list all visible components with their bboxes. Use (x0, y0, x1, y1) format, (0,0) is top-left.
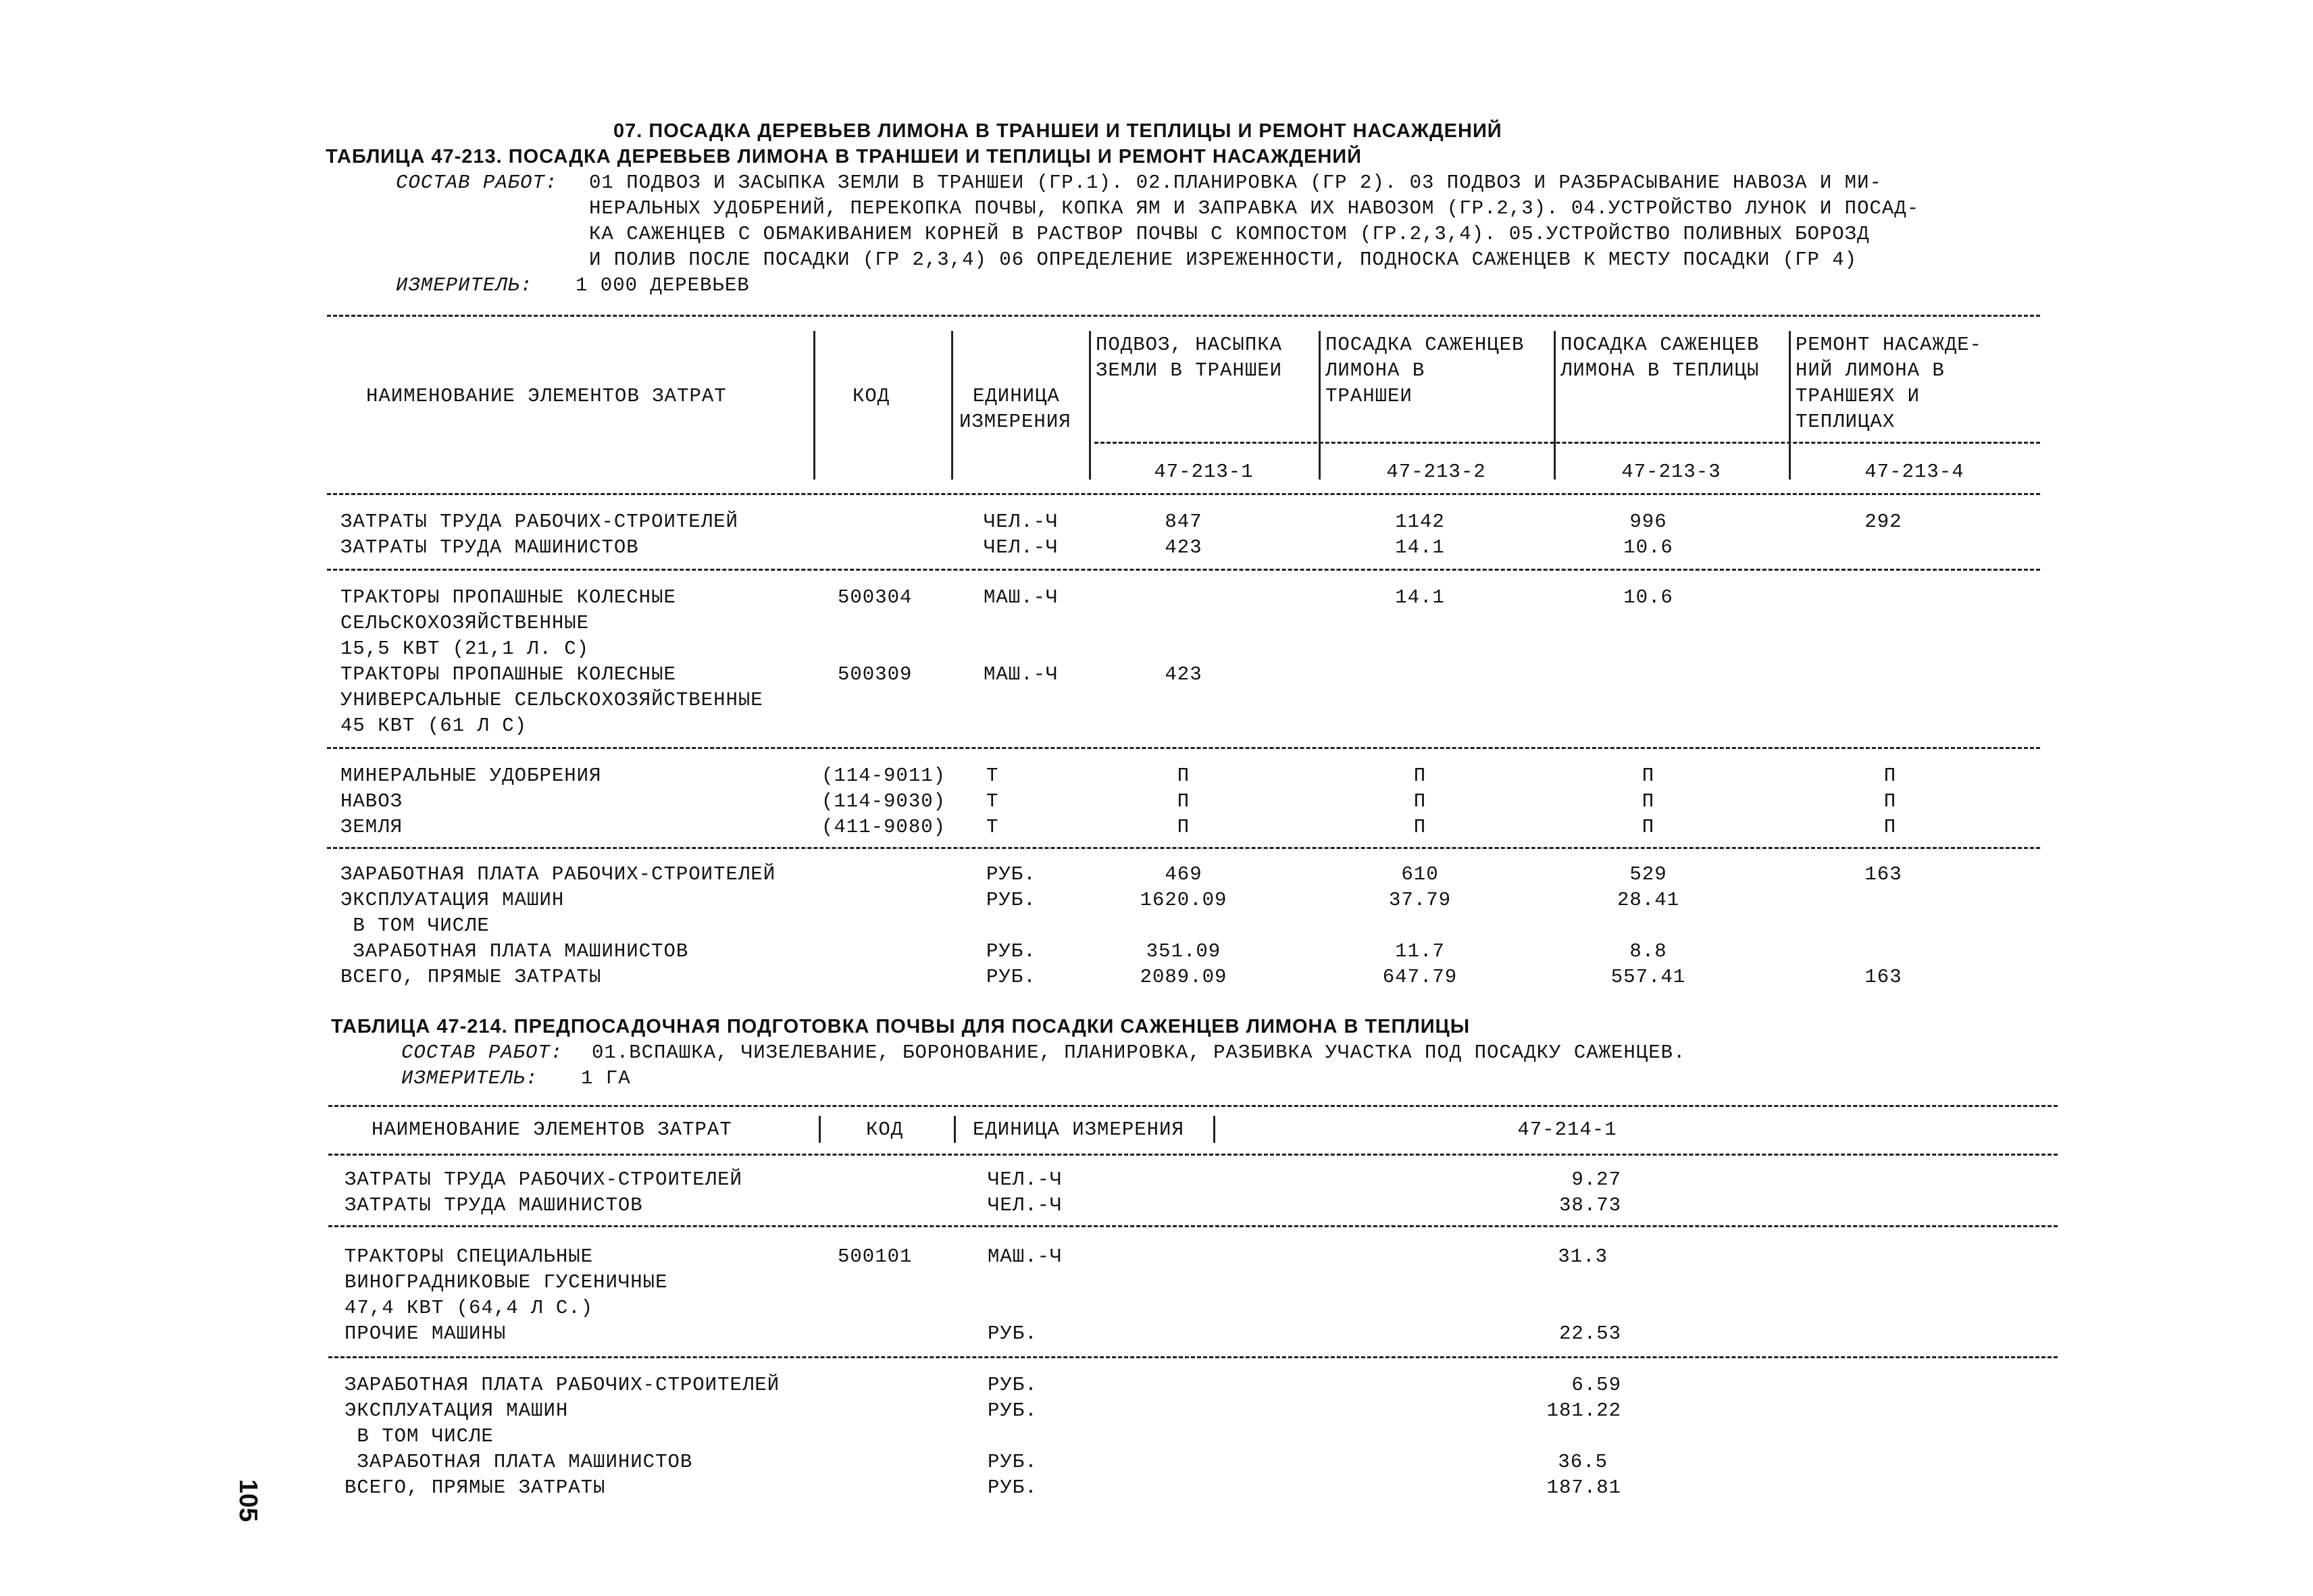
row-value: 423 (1165, 663, 1202, 686)
row-value: 996 (1629, 511, 1667, 533)
row-unit: РУБ. (986, 966, 1036, 988)
row-name: 45 КВТ (61 Л С) (340, 715, 528, 737)
table1-work-line: КА САЖЕНЦЕВ С ОБМАКИВАНИЕМ КОРНЕЙ В РАСТВОР ПОЧВЫ С КОМПОСТОМ (ГР.2,3,4). 05.УСТРОЙСТВО ПОЛИВНЫХ БОРОЗД (589, 223, 1870, 245)
rule (327, 315, 2040, 317)
header-unit: ЕДИНИЦА (973, 385, 1060, 407)
row-value: 2089.09 (1140, 966, 1227, 988)
row-name: ЗАТРАТЫ ТРУДА МАШИНИСТОВ (345, 1194, 643, 1216)
row-code: 500101 (838, 1245, 913, 1268)
row-name: ТРАКТОРЫ ПРОПАШНЫЕ КОЛЕСНЫЕ (340, 586, 676, 609)
table1-title: ТАБЛИЦА 47-213. ПОСАДКА ДЕРЕВЬЕВ ЛИМОНА В ТРАНШЕИ И ТЕПЛИЦЫ И РЕМОНТ НАСАЖДЕНИЙ (326, 146, 1362, 168)
header-code: КОД (866, 1118, 904, 1141)
table1-work-label: СОСТАВ РАБОТ: (396, 172, 558, 194)
row-name: ЗАТРАТЫ ТРУДА МАШИНИСТОВ (340, 536, 639, 559)
row-value: 31.3 (1558, 1245, 1608, 1268)
column-divider (1089, 331, 1091, 480)
row-unit: РУБ. (988, 1374, 1038, 1396)
row-value: П (1642, 816, 1655, 838)
row-name: ЗАТРАТЫ ТРУДА РАБОЧИХ-СТРОИТЕЛЕЙ (345, 1168, 742, 1191)
row-name: ТРАКТОРЫ ПРОПАШНЫЕ КОЛЕСНЫЕ (340, 663, 676, 686)
table2-title: ТАБЛИЦА 47-214. ПРЕДПОСАДОЧНАЯ ПОДГОТОВКА ПОЧВЫ ДЛЯ ПОСАДКИ САЖЕНЦЕВ ЛИМОНА В ТЕПЛИЦЫ (331, 1016, 1471, 1037)
row-value: П (1642, 765, 1655, 787)
column-divider (954, 1116, 956, 1143)
row-unit: ЧЕЛ.-Ч (988, 1168, 1063, 1191)
rule (327, 569, 2040, 571)
col-code: 47-213-2 (1386, 461, 1486, 483)
row-name: ЭКСПЛУАТАЦИЯ МАШИН (345, 1399, 569, 1422)
row-name: НАВОЗ (340, 790, 403, 813)
table1-work-line: И ПОЛИВ ПОСЛЕ ПОСАДКИ (ГР 2,3,4) 06 ОПРЕДЕЛЕНИЕ ИЗРЕЖЕННОСТИ, ПОДНОСКА САЖЕНЦЕВ К МЕСТУ ПОСАДКИ (ГР 4) (589, 249, 1858, 271)
col-code: 47-213-4 (1864, 461, 1964, 483)
table1-work-line: 01 ПОДВОЗ И ЗАСЫПКА ЗЕМЛИ В ТРАНШЕИ (ГР.1). 02.ПЛАНИРОВКА (ГР 2). 03 ПОДВОЗ И РАЗБРАСЫВАНИЕ НАВОЗА И МИ- (589, 172, 1882, 194)
row-value: 9.27 (1571, 1168, 1621, 1191)
row-value: 163 (1864, 966, 1902, 988)
row-name: СЕЛЬСКОХОЗЯЙСТВЕННЫЕ (340, 612, 590, 634)
column-divider (1554, 331, 1556, 480)
header-unit: ИЗМЕРЕНИЯ (959, 411, 1071, 433)
table1-unit-label: ИЗМЕРИТЕЛЬ: (396, 274, 533, 297)
row-value: П (1642, 790, 1655, 813)
row-value: 557.41 (1610, 966, 1686, 988)
column-divider (1213, 1116, 1215, 1143)
row-unit: ЧЕЛ.-Ч (988, 1194, 1063, 1216)
row-unit: МАШ.-Ч (988, 1245, 1063, 1268)
row-value: П (1413, 790, 1427, 813)
row-unit: Т (986, 790, 999, 813)
header-code: КОД (853, 385, 890, 407)
row-value: 847 (1165, 511, 1202, 533)
header-unit: ЕДИНИЦА ИЗМЕРЕНИЯ (973, 1118, 1184, 1141)
row-name: ЗАРАБОТНАЯ ПЛАТА РАБОЧИХ-СТРОИТЕЛЕЙ (340, 863, 776, 885)
row-unit: Т (986, 765, 999, 787)
header-col4: ТЕПЛИЦАХ (1796, 411, 1896, 433)
rule (327, 747, 2040, 749)
rule (328, 1356, 2058, 1358)
row-value: 8.8 (1629, 940, 1667, 962)
header-col2: ПОСАДКА САЖЕНЦЕВ (1325, 334, 1525, 356)
row-code: (411-9080) (821, 816, 946, 838)
row-value: 163 (1864, 863, 1902, 885)
row-value: 14.1 (1395, 536, 1445, 559)
row-value: 292 (1864, 511, 1902, 533)
row-name: ВИНОГРАДНИКОВЫЕ ГУСЕНИЧНЫЕ (345, 1271, 668, 1293)
col-code: 47-213-1 (1154, 461, 1254, 483)
row-name: В ТОМ ЧИСЛЕ (345, 1425, 494, 1447)
row-value: П (1413, 816, 1427, 838)
row-value: 10.6 (1623, 586, 1673, 609)
section-title: 07. ПОСАДКА ДЕРЕВЬЕВ ЛИМОНА В ТРАНШЕИ И ТЕПЛИЦЫ И РЕМОНТ НАСАЖДЕНИЙ (613, 120, 1502, 142)
row-value: 181.22 (1546, 1399, 1621, 1422)
row-unit: РУБ. (988, 1451, 1038, 1473)
header-col1: ЗЕМЛИ В ТРАНШЕИ (1096, 359, 1283, 382)
row-value: 28.41 (1617, 889, 1679, 911)
row-value: П (1177, 816, 1190, 838)
rule (1094, 442, 2040, 444)
row-value: 187.81 (1546, 1476, 1621, 1499)
row-name: ЭКСПЛУАТАЦИЯ МАШИН (340, 889, 565, 911)
col-code: 47-214-1 (1517, 1118, 1617, 1141)
row-value: 36.5 (1558, 1451, 1608, 1473)
row-value: 6.59 (1571, 1374, 1621, 1396)
table2-work-label: СОСТАВ РАБОТ: (401, 1041, 563, 1064)
column-divider (813, 331, 815, 480)
row-name: ЗАТРАТЫ ТРУДА РАБОЧИХ-СТРОИТЕЛЕЙ (340, 511, 738, 533)
row-code: (114-9030) (821, 790, 946, 813)
column-divider (951, 331, 953, 480)
rule (327, 847, 2040, 849)
row-value: П (1883, 790, 1897, 813)
row-unit: МАШ.-Ч (984, 663, 1059, 686)
header-col3: ЛИМОНА В ТЕПЛИЦЫ (1560, 359, 1760, 382)
row-unit: РУБ. (986, 889, 1036, 911)
row-unit: Т (986, 816, 999, 838)
row-value: П (1177, 765, 1190, 787)
row-value: 37.79 (1388, 889, 1451, 911)
row-unit: РУБ. (988, 1399, 1038, 1422)
row-name: ЗАРАБОТНАЯ ПЛАТА РАБОЧИХ-СТРОИТЕЛЕЙ (345, 1374, 780, 1396)
row-value: П (1883, 765, 1897, 787)
row-name: ВСЕГО, ПРЯМЫЕ ЗАТРАТЫ (340, 966, 602, 988)
row-name: ЗАРАБОТНАЯ ПЛАТА МАШИНИСТОВ (340, 940, 689, 962)
row-code: 500304 (838, 586, 913, 609)
table2-work-text: 01.ВСПАШКА, ЧИЗЕЛЕВАНИЕ, БОРОНОВАНИЕ, ПЛАНИРОВКА, РАЗБИВКА УЧАСТКА ПОД ПОСАДКУ САЖЕНЦЕВ. (592, 1041, 1686, 1064)
row-name: ЗАРАБОТНАЯ ПЛАТА МАШИНИСТОВ (345, 1451, 693, 1473)
row-value: 529 (1629, 863, 1667, 885)
rule (328, 1225, 2058, 1227)
row-name: В ТОМ ЧИСЛЕ (340, 915, 490, 937)
header-col2: ТРАНШЕИ (1325, 385, 1413, 407)
row-value: 610 (1401, 863, 1439, 885)
row-unit: РУБ. (988, 1476, 1038, 1499)
table2-unit-label: ИЗМЕРИТЕЛЬ: (401, 1067, 538, 1089)
header-name: НАИМЕНОВАНИЕ ЭЛЕМЕНТОВ ЗАТРАТ (372, 1118, 732, 1141)
row-name: МИНЕРАЛЬНЫЕ УДОБРЕНИЯ (340, 765, 602, 787)
row-value: 469 (1165, 863, 1202, 885)
column-divider (819, 1116, 821, 1143)
rule (328, 1154, 2058, 1156)
row-name: УНИВЕРСАЛЬНЫЕ СЕЛЬСКОХОЗЯЙСТВЕННЫЕ (340, 689, 763, 711)
col-code: 47-213-3 (1621, 461, 1721, 483)
row-value: 38.73 (1558, 1194, 1621, 1216)
rule (327, 493, 2040, 495)
column-divider (1789, 331, 1791, 480)
row-name: ВСЕГО, ПРЯМЫЕ ЗАТРАТЫ (345, 1476, 606, 1499)
header-col4: ТРАНШЕЯХ И (1796, 385, 1921, 407)
header-col4: РЕМОНТ НАСАЖДЕ- (1796, 334, 1983, 356)
row-value: 351.09 (1146, 940, 1221, 962)
row-name: ПРОЧИЕ МАШИНЫ (345, 1322, 507, 1345)
row-value: 1142 (1395, 511, 1445, 533)
header-name: НАИМЕНОВАНИЕ ЭЛЕМЕНТОВ ЗАТРАТ (366, 385, 727, 407)
row-value: 10.6 (1623, 536, 1673, 559)
row-value: П (1177, 790, 1190, 813)
table1-unit-value: 1 000 ДЕРЕВЬЕВ (576, 274, 750, 297)
row-value: П (1883, 816, 1897, 838)
row-name: 15,5 КВТ (21,1 Л. С) (340, 638, 590, 660)
rule (328, 1105, 2058, 1107)
row-name: ТРАКТОРЫ СПЕЦИАЛЬНЫЕ (345, 1245, 594, 1268)
row-value: 14.1 (1395, 586, 1445, 609)
header-col4: НИЙ ЛИМОНА В (1796, 359, 1945, 382)
row-value: 647.79 (1382, 966, 1458, 988)
row-code: 500309 (838, 663, 913, 686)
row-unit: РУБ. (986, 940, 1036, 962)
row-unit: ЧЕЛ.-Ч (984, 536, 1059, 559)
row-unit: РУБ. (988, 1322, 1038, 1345)
page-number: 105 (234, 1479, 262, 1522)
table1-work-line: НЕРАЛЬНЫХ УДОБРЕНИЙ, ПЕРЕКОПКА ПОЧВЫ, КОПКА ЯМ И ЗАПРАВКА ИХ НАВОЗОМ (ГР.2,3). 04.УСТРОЙСТВО ЛУНОК И ПОСАД- (589, 197, 1920, 220)
row-name: ЗЕМЛЯ (340, 816, 403, 838)
row-value: 22.53 (1558, 1322, 1621, 1345)
row-unit: РУБ. (986, 863, 1036, 885)
row-unit: МАШ.-Ч (984, 586, 1059, 609)
row-value: 11.7 (1395, 940, 1445, 962)
row-code: (114-9011) (821, 765, 946, 787)
table2-unit-value: 1 ГА (581, 1067, 631, 1089)
row-name: 47,4 КВТ (64,4 Л С.) (345, 1297, 594, 1319)
row-value: 423 (1165, 536, 1202, 559)
header-col3: ПОСАДКА САЖЕНЦЕВ (1560, 334, 1760, 356)
header-col1: ПОДВОЗ, НАСЫПКА (1096, 334, 1283, 356)
header-col2: ЛИМОНА В (1325, 359, 1425, 382)
row-unit: ЧЕЛ.-Ч (984, 511, 1059, 533)
column-divider (1319, 331, 1321, 480)
row-value: П (1413, 765, 1427, 787)
row-value: 1620.09 (1140, 889, 1227, 911)
